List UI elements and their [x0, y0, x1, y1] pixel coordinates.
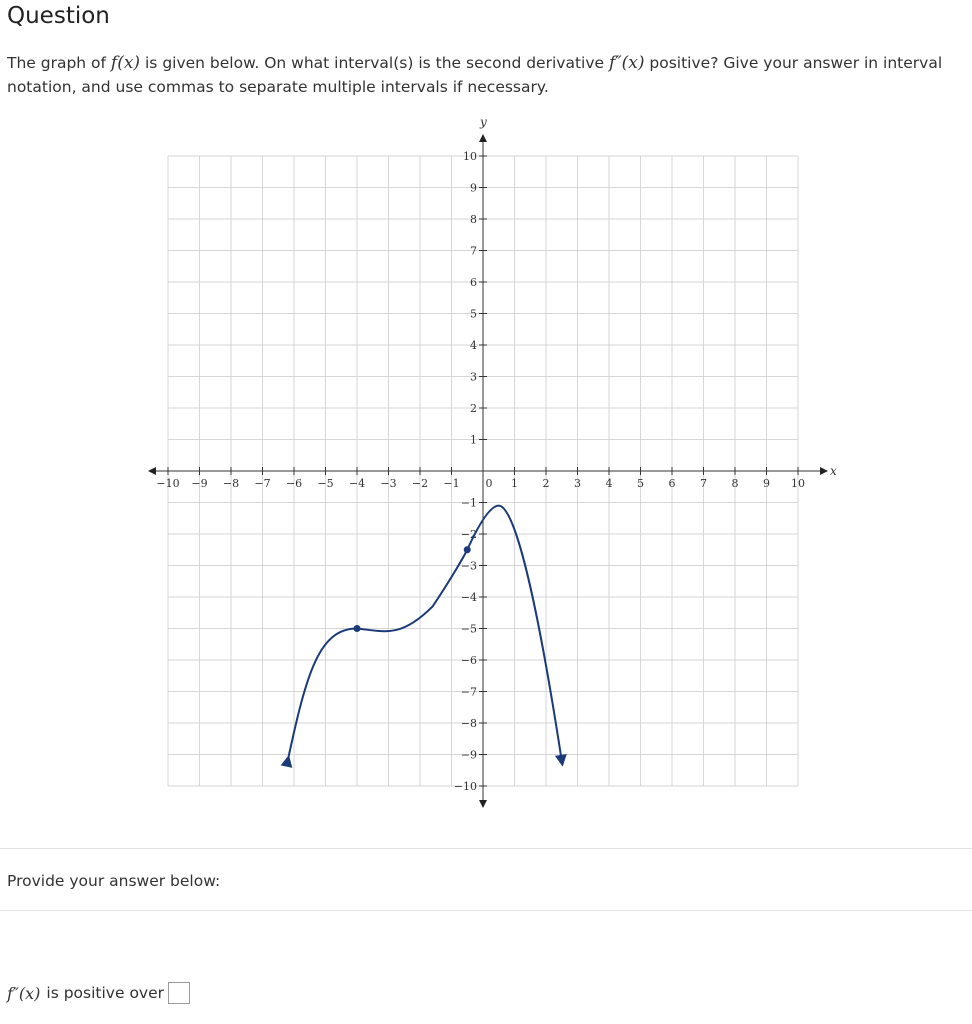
question-title: Question — [7, 3, 110, 29]
marked-point — [354, 625, 361, 632]
y-tick-label: 10 — [463, 150, 477, 163]
y-tick-label: 4 — [470, 339, 477, 352]
y-tick-label: −9 — [460, 748, 477, 762]
divider-top — [0, 848, 972, 849]
question-text-part-3: positive? Give your answer in interval notation, and use commas to separate multiple intervals if necessary. — [7, 54, 943, 96]
x-tick-label: −6 — [285, 477, 303, 490]
x-axis-label: x — [830, 464, 837, 478]
y-tick-label: 9 — [470, 181, 477, 195]
y-axis-arrow-down — [479, 800, 487, 808]
answer-label: is positive over — [46, 984, 165, 1002]
y-tick-label: −4 — [460, 591, 477, 604]
y-tick-label: 7 — [470, 244, 477, 258]
x-tick-label: −2 — [411, 477, 429, 490]
x-tick-label: −7 — [254, 477, 271, 490]
y-axis-arrow-up — [479, 134, 487, 142]
axes — [148, 134, 828, 808]
y-tick-label: 3 — [470, 370, 477, 384]
x-tick-label: −3 — [380, 477, 397, 490]
x-tick-label: 2 — [542, 477, 550, 490]
y-tick-label: −5 — [460, 622, 477, 636]
divider-bottom — [0, 910, 972, 911]
x-tick-label: 3 — [574, 477, 581, 490]
marked-point — [464, 546, 471, 553]
answer-input[interactable] — [168, 982, 190, 1004]
x-tick-label: 9 — [763, 477, 770, 490]
x-tick-label: 0 — [485, 477, 493, 490]
question-text-part-1: The graph of — [7, 54, 111, 72]
x-tick-label: 10 — [791, 477, 805, 490]
answer-row — [7, 982, 190, 1004]
y-tick-label: 1 — [470, 433, 477, 447]
x-tick-label: 4 — [605, 477, 613, 490]
x-tick-label: 8 — [731, 477, 739, 490]
y-tick-label: 8 — [470, 213, 477, 226]
x-tick-labels — [156, 477, 805, 490]
x-tick-label: −4 — [348, 477, 366, 490]
x-tick-label: 1 — [511, 477, 518, 490]
x-tick-label: −10 — [156, 477, 180, 490]
y-tick-label: −1 — [460, 496, 477, 510]
y-tick-label: −10 — [453, 780, 477, 793]
f-of-x-expression: f(x) — [110, 53, 141, 73]
function-graph — [0, 110, 972, 830]
x-tick-label: 5 — [637, 477, 644, 490]
y-tick-label: −8 — [460, 717, 477, 730]
x-tick-label: −1 — [443, 477, 460, 490]
question-text — [7, 51, 962, 99]
marked-points — [354, 546, 471, 632]
y-tick-label: −3 — [460, 559, 477, 573]
answer-prompt: Provide your answer below: — [7, 872, 221, 890]
y-tick-label: 6 — [470, 276, 477, 289]
x-axis-arrow-right — [820, 467, 828, 475]
answer-expression: f″(x) — [7, 983, 41, 1003]
y-axis-label: y — [480, 115, 487, 129]
y-tick-label: −6 — [460, 654, 477, 667]
x-tick-label: 6 — [668, 477, 676, 490]
x-tick-label: −8 — [222, 477, 240, 490]
question-text-part-2: is given below. On what interval(s) is the second derivative — [140, 54, 609, 72]
y-tick-label: −7 — [460, 685, 477, 699]
x-tick-label: −5 — [317, 477, 334, 490]
x-tick-label: −9 — [191, 477, 208, 490]
x-tick-label: 7 — [700, 477, 707, 490]
x-axis-arrow-left — [148, 467, 156, 475]
y-tick-label: 5 — [470, 307, 477, 321]
y-tick-label: −2 — [460, 528, 477, 541]
y-tick-label: 2 — [470, 402, 477, 415]
second-derivative-expression: f″(x) — [608, 53, 645, 73]
